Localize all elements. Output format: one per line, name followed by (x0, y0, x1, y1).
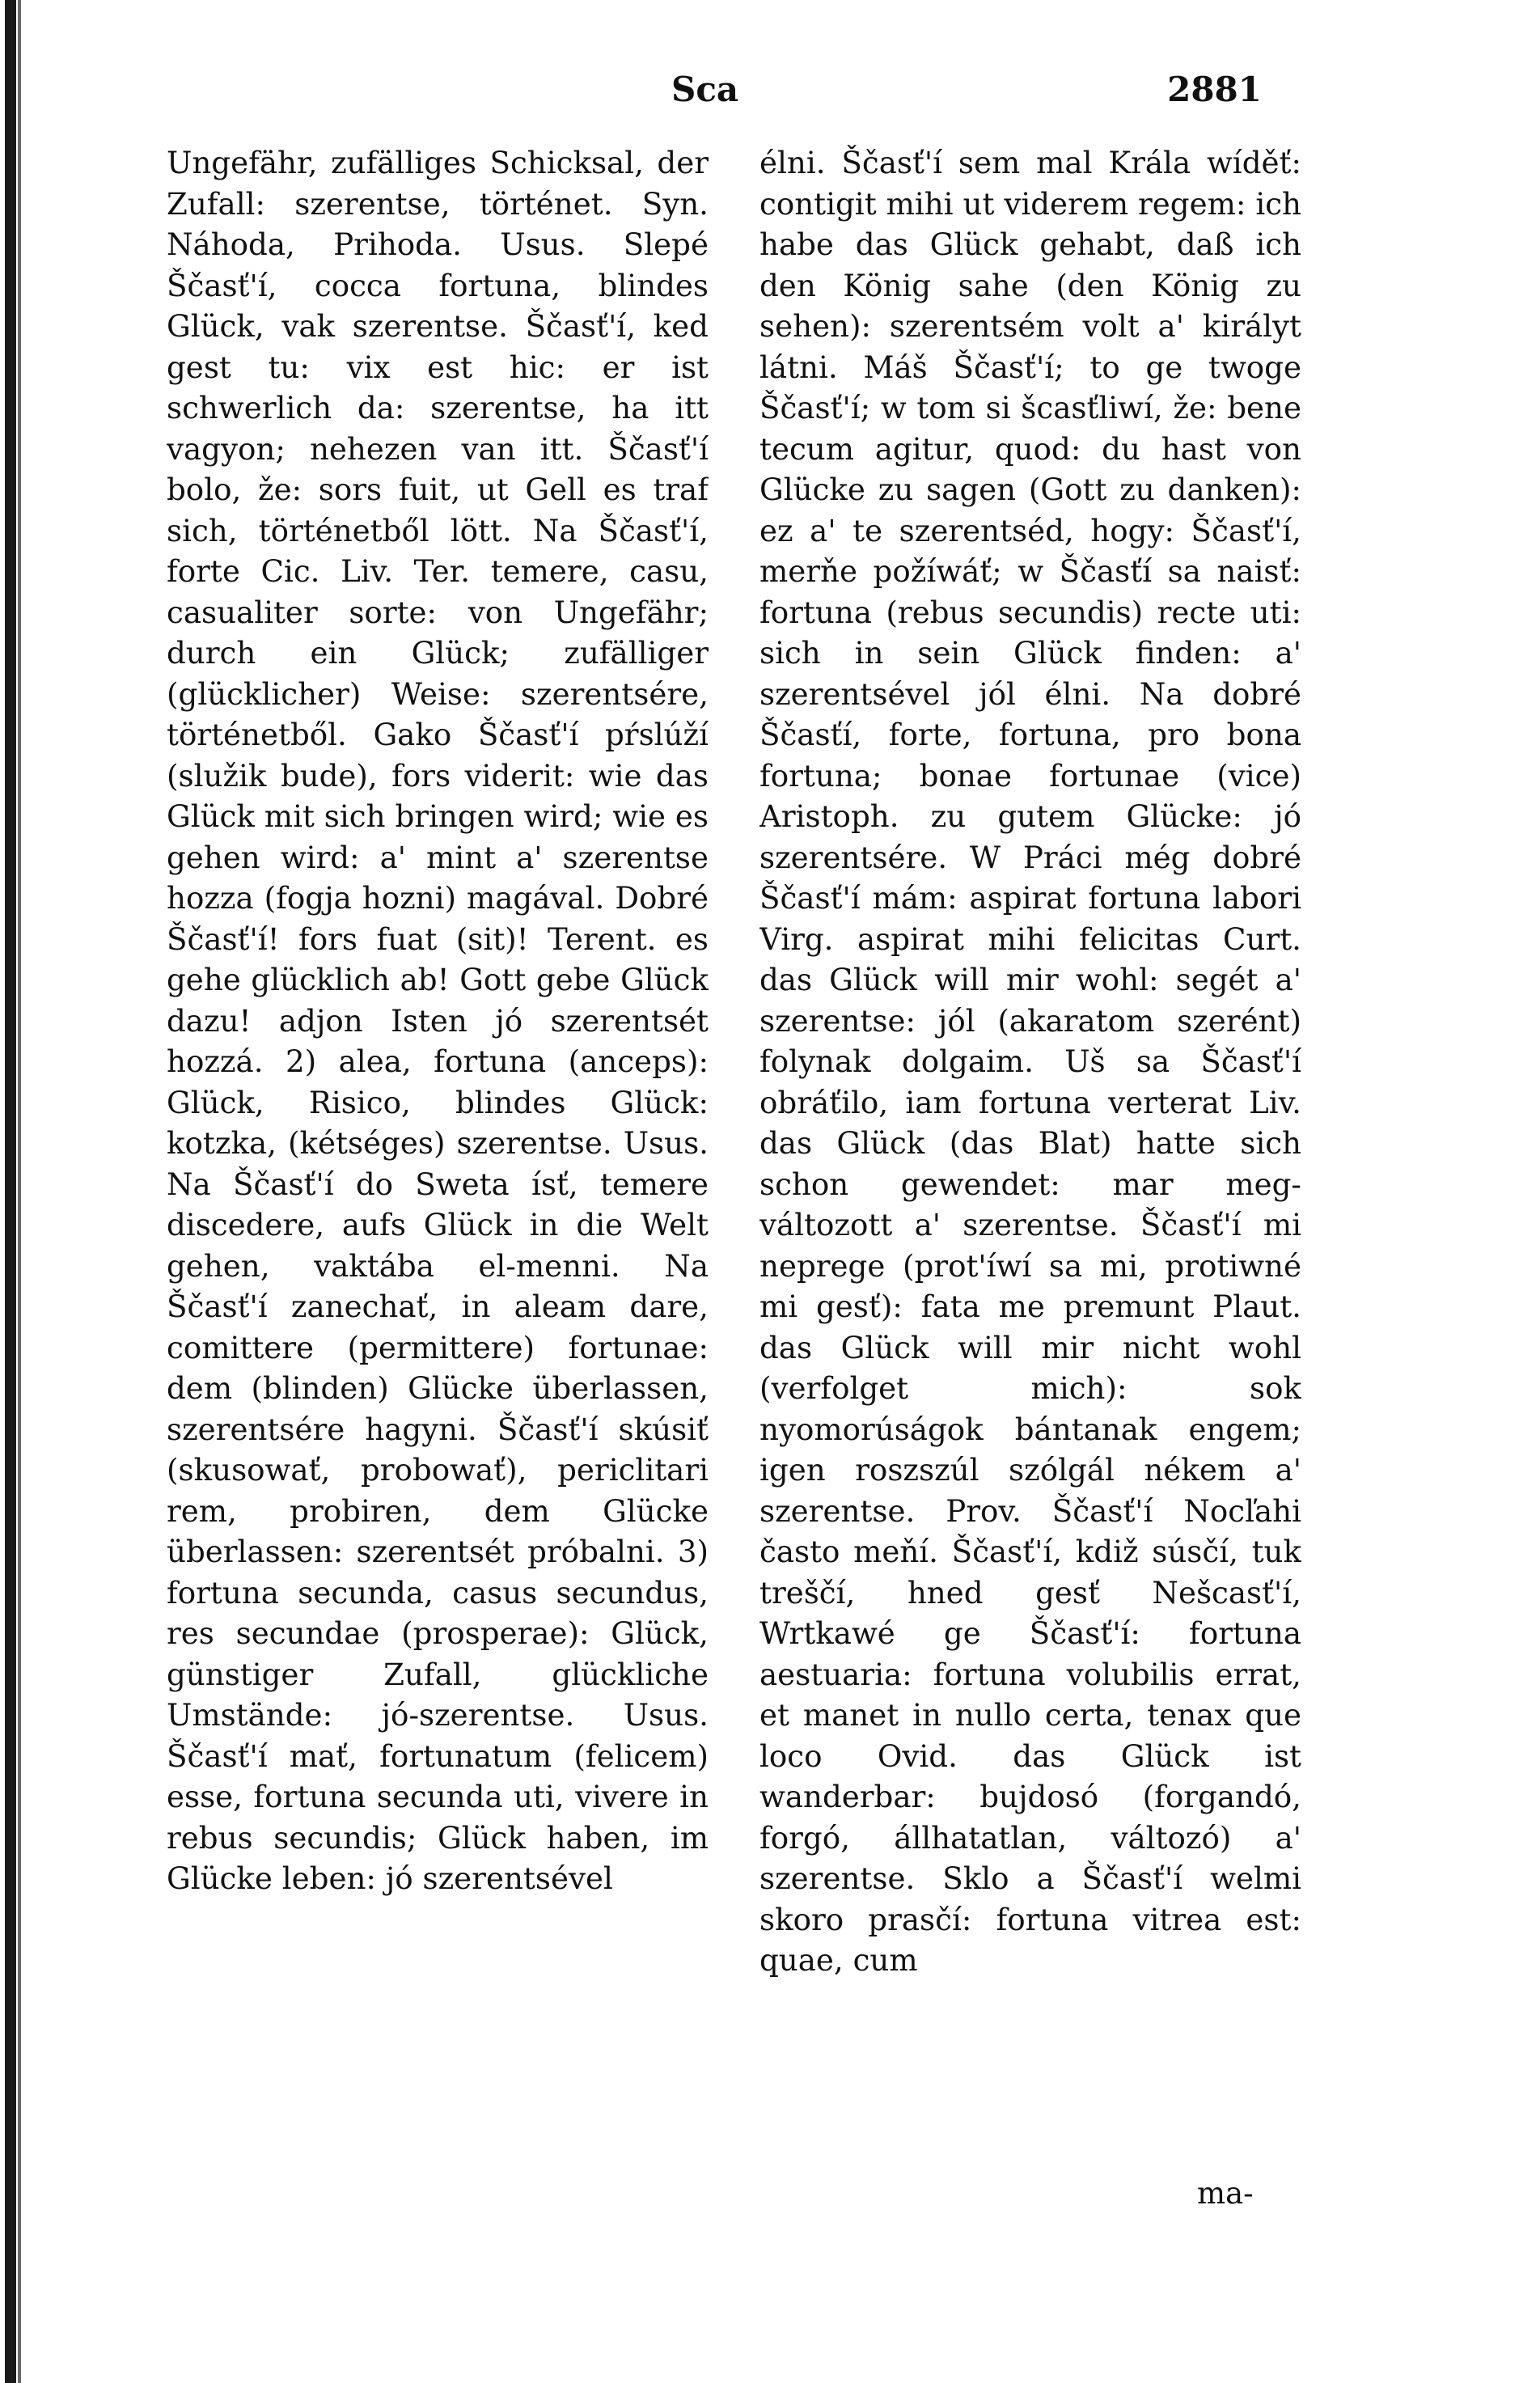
catchword: ma- (1197, 2176, 1254, 2211)
text-column-right: élni. Ščasť'í sem mal Krála wíděť: contigit mihi ut viderem regem: ich habe das Glück gehabt, daß ich den König sahe (den König zu sehen): szerentsém volt a' királyt látni. Máš Ščasť'í; to ge twoge Ščasť'í; w tom si šcasťliwí, že: bene tecum agitur, quod: du hast von Glücke zu sagen (Gott zu danken): ez a' te szerentséd, hogy: Ščasť'í, merňe požíwáť; w Ščasťí sa naisť: fortuna (rebus secundis) recte uti: sich in sein Glück finden: a' szerentsével jól élni. Na dobré Ščasťí, forte, fortuna, pro bona fortuna; bonae fortunae (vice) Aristoph. zu gutem Glücke: jó szerentsére. W Práci még dobré Ščasť'í mám: aspirat fortuna labori Virg. aspirat mihi felicitas Curt. das Glück will mir wohl: segét a' szerentse: jól (akaratom szerént) folynak dolgaim. Uš sa Ščasť'í obráťilo, iam fortuna verterat Liv. das Glück (das Blat) hatte sich schon gewendet: mar meg-változott a' szerentse. Ščasť'í mi neprege (prot'íwí sa mi, protiwné mi gesť): fata me premunt Plaut. das Glück will mir nicht wohl (verfolget mich): sok nyomorúságok bántanak engem; igen roszszúl szólgál nékem a' szerentse. Prov. Ščasť'í Nocľahi často meňí. Ščasť'í, kdiž súsčí, tuk treščí, hned gesť Nešcasť'í, Wrtkawé ge Ščasť'í: fortuna aestuaria: fortuna volubilis errat, et manet in nullo certa, tenax que loco Ovid. das Glück ist wanderbar: bujdosó (forgandó, forgó, állhatatlan, változó) a' szerentse. Sklo a Ščasť'í welmi skoro prasčí: fortuna vitrea est: quae, cum (759, 145, 1301, 1978)
running-head: Sca (671, 70, 739, 109)
text-column-left: Ungefähr, zufälliges Schicksal, der Zufall: szerentse, történet. Syn. Náhoda, Prihoda. Usus. Slepé Ščasť'í, cocca fortuna, blindes Glück, vak szerentse. Ščasť'í, ked gest tu: vix est hic: er ist schwerlich da: szerentse, ha itt vagyon; nehezen van itt. Ščasť'í bolo, že: sors fuit, ut Gell es traf sich, történetből lött. Na Ščasť'í, forte Cic. Liv. Ter. temere, casu, casualiter sorte: von Ungefähr; durch ein Glück; zufälliger (glücklicher) Weise: szerentsére, történetből. Gako Ščasť'í pŕslúží (služik bude), fors viderit: wie das Glück mit sich bringen wird; wie es gehen wird: a' mint a' szerentse hozza (fogja hozni) magával. Dobré Ščasť'í! fors fuat (sit)! Terent. es gehe glücklich ab! Gott gebe Glück dazu! adjon Isten jó szerentsét hozzá. 2) alea, fortuna (anceps): Glück, Risico, blindes Glück: kotzka, (kétséges) szerentse. Usus. Na Ščasť'í do Sweta ísť, temere discedere, aufs Glück in die Welt gehen, vaktába el-menni. Na Ščasť'í zanechať, in aleam dare, comittere (permittere) fortunae: dem (blinden) Glücke überlassen, szerentsére hagyni. Ščasť'í skúsiť (skusowať, probowať), periclitari rem, probiren, dem Glücke überlassen: szerentsét próbalni. 3) fortuna secunda, casus secundus, res secundae (prosperae): Glück, günstiger Zufall, glückliche Umstände: jó-szerentse. Usus. Ščasť'í mať, fortunatum (felicem) esse, fortuna secunda uti, vivere in rebus secundis; Glück haben, im Glücke leben: jó szerentsével (167, 145, 709, 1896)
page-binding-edge (5, 0, 16, 2383)
page-header (162, 70, 1262, 118)
page-binding-shadow (18, 0, 21, 2383)
page-number: 2881 (1167, 70, 1262, 109)
